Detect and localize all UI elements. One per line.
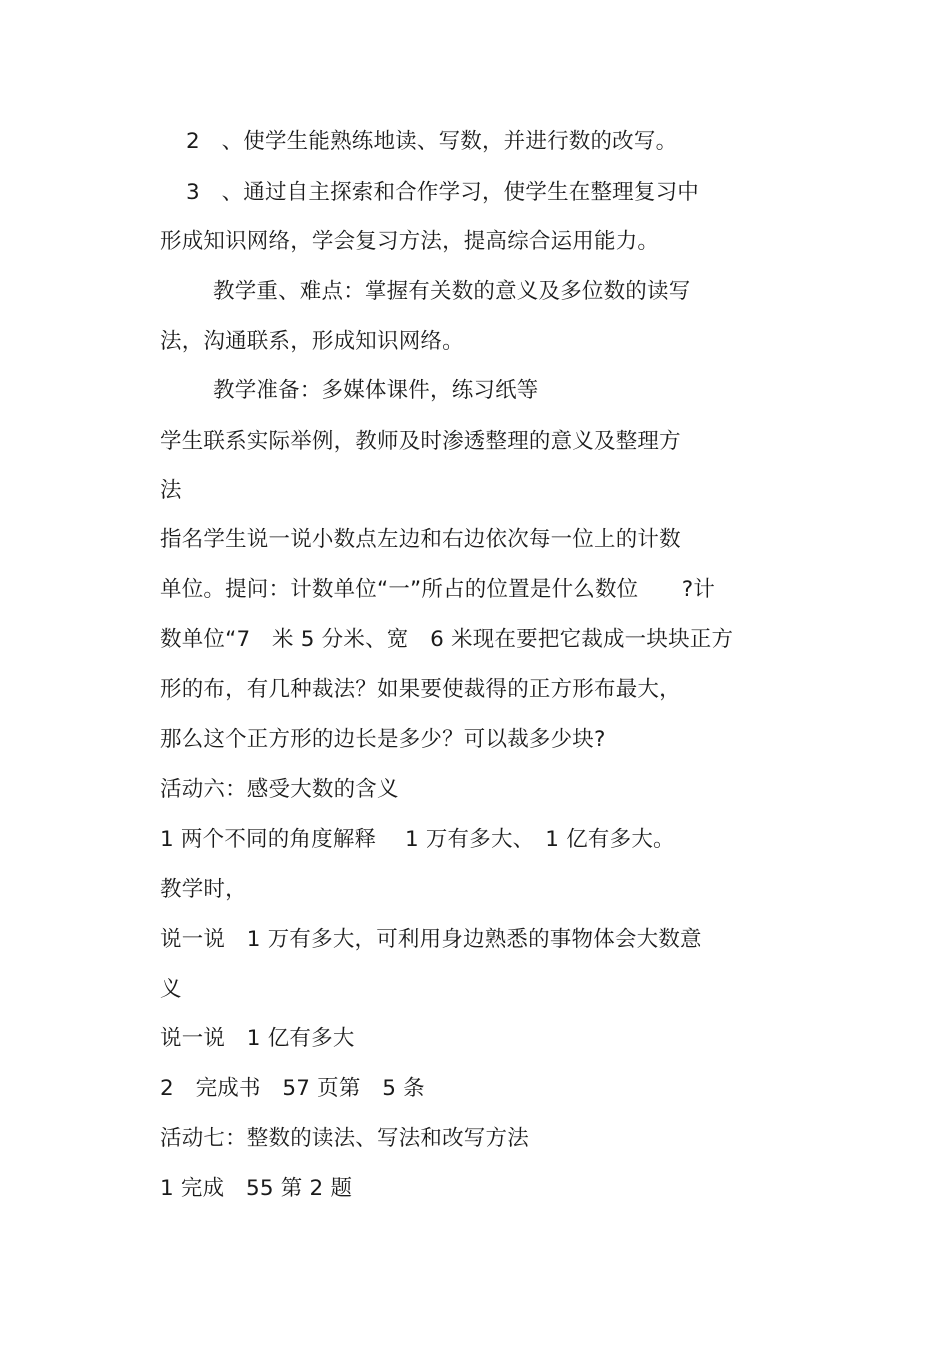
text-line: 2 、使学生能熟练地读、写数，并进行数的改写。 bbox=[186, 129, 678, 154]
text-line: 教学时， bbox=[160, 877, 247, 902]
text-line: 义 bbox=[160, 977, 182, 1002]
text-line: 学生联系实际举例，教师及时渗透整理的意义及整理方 bbox=[160, 429, 681, 454]
text-line: 活动六：感受大数的含义 bbox=[160, 777, 399, 802]
text-line: 法，沟通联系，形成知识网络。 bbox=[160, 329, 464, 354]
text-line: 法 bbox=[160, 478, 182, 503]
text-line: 说一说 1 万有多大，可利用身边熟悉的事物体会大数意 bbox=[160, 927, 702, 952]
text-line: 指名学生说一说小数点左边和右边依次每一位上的计数 bbox=[160, 527, 681, 552]
text-line: 教学准备：多媒体课件，练习纸等 bbox=[213, 378, 539, 403]
text-line: 1 完成 55 第 2 题 bbox=[160, 1176, 353, 1201]
text-line: 3 、通过自主探索和合作学习，使学生在整理复习中 bbox=[186, 180, 699, 205]
text-line: 教学重、难点：掌握有关数的意义及多位数的读写 bbox=[213, 279, 691, 304]
text-line: 活动七：整数的读法、写法和改写方法 bbox=[160, 1126, 529, 1151]
text-line: 形的布，有几种裁法？如果要使裁得的正方形布最大， bbox=[160, 677, 681, 702]
text-line: 说一说 1 亿有多大 bbox=[160, 1026, 355, 1051]
text-line: 1 两个不同的角度解释 1 万有多大、 1 亿有多大。 bbox=[160, 827, 675, 852]
text-line: 单位。提问：计数单位“一”所占的位置是什么数位 ?计 bbox=[160, 577, 716, 602]
text-line: 数单位“7 米 5 分米、宽 6 米现在要把它裁成一块块正方 bbox=[160, 627, 734, 652]
text-line: 形成知识网络，学会复习方法，提高综合运用能力。 bbox=[160, 229, 660, 254]
text-line: 2 完成书 57 页第 5 条 bbox=[160, 1076, 425, 1101]
text-line: 那么这个正方形的边长是多少？可以裁多少块? bbox=[160, 727, 606, 752]
